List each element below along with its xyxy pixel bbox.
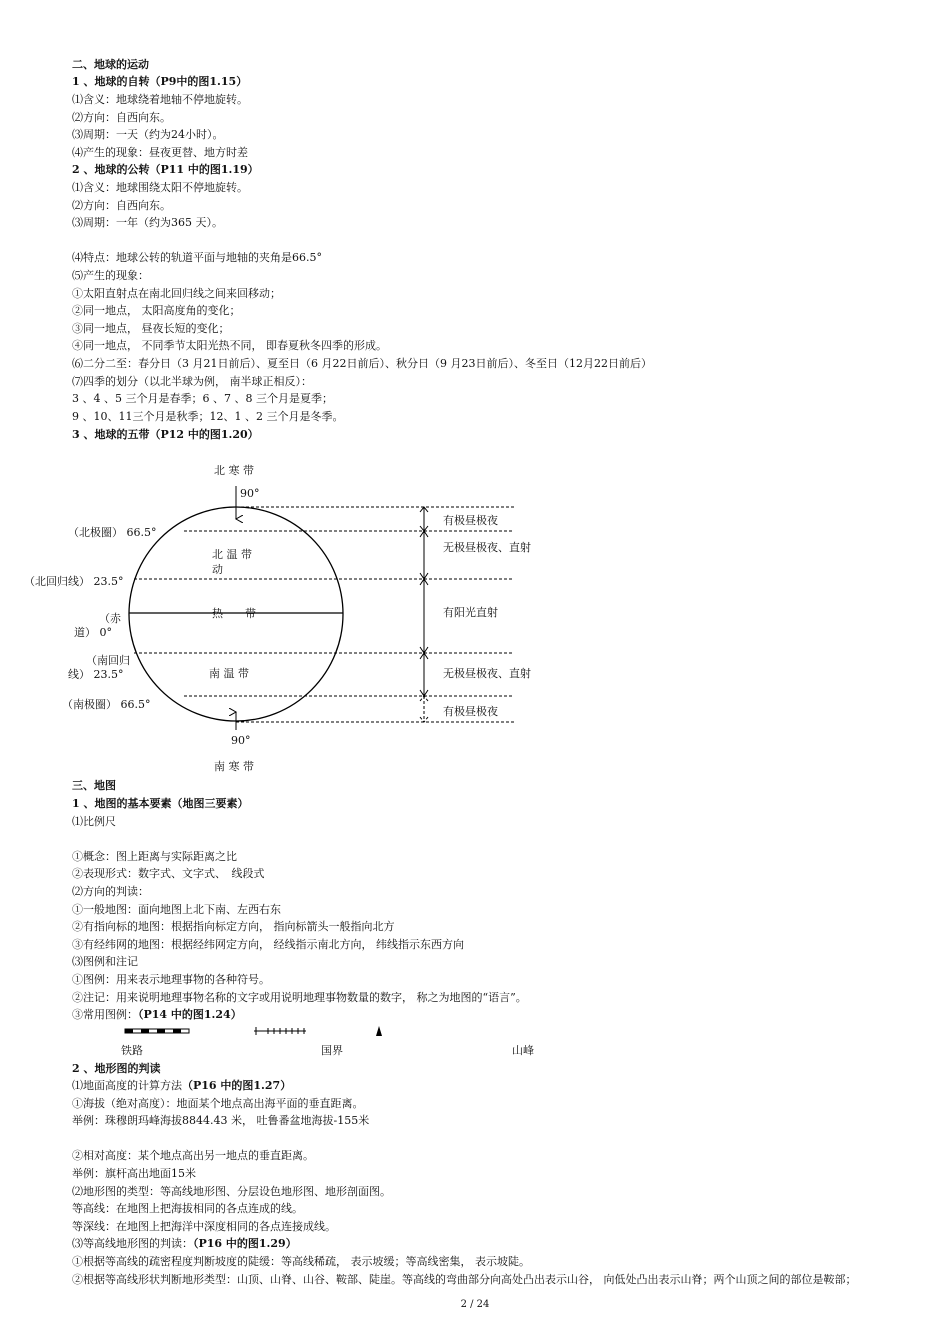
- map-line: ③有经纬网的地图：根据经纬网定方向， 经线指示南北方向， 纬线指示东西方向: [72, 938, 464, 951]
- terrain-line: 举例：旗杆高出地面15米: [72, 1167, 196, 1180]
- terrain-line: ⑵地形图的类型：等高线地形图、分层设色地形图、地形剖面图。: [72, 1185, 391, 1198]
- map-elements-title: 1 、地图的基本要素（地图三要素）: [72, 797, 249, 810]
- map-line: ②有指向标的地图：根据指向标定方向， 指向标箭头一般指向北方: [72, 920, 395, 933]
- equator-label-line2: 道） 0°: [74, 626, 112, 639]
- revolution-line: ⑺四季的划分（以北半球为例， 南半球正相反）：: [72, 375, 312, 388]
- revolution-line: ⑴含义：地球围绕太阳不停地旋转。: [72, 181, 248, 194]
- rotation-line: ⑵方向：自西向东。: [72, 111, 171, 124]
- terrain-line: ①海拔（绝对高度）：地面某个地点高出海平面的垂直距离。: [72, 1097, 364, 1110]
- revolution-line: ⑹二分二至：春分日（3 月21日前后）、夏至日（6 月22日前后）、秋分日（9 月23日前后）、冬至日（12月22日前后）: [72, 357, 652, 370]
- north-temperate-extra-text: 动: [212, 563, 223, 576]
- legend-railway-label: 铁路: [121, 1044, 143, 1057]
- map-line: ②表现形式：数字式、文字式、 线段式: [72, 867, 265, 880]
- north-temperate-zone-label: 北 温 带: [212, 548, 252, 561]
- map-line: ⑶图例和注记: [72, 955, 138, 968]
- elevation-method-ref: （P16 中的图1.27）: [182, 1079, 292, 1092]
- span-arrow-south-temperate: [420, 653, 428, 696]
- revolution-line: ④同一地点， 不同季节太阳光热不同， 即春夏秋冬四季的形成。: [72, 339, 387, 352]
- north-frigid-zone-label: 北 寒 带: [214, 464, 254, 477]
- legend-title-text: ③常用图例：: [72, 1008, 138, 1021]
- terrain-line: ②根据等高线形状判断地形类型：山顶、山脊、山谷、鞍部、陡崖。等高线的弯曲部分向高处凸出表示山谷， 向低处凸出表示山脊；两个山顶之间的部位是鞍部；: [72, 1273, 857, 1286]
- section-heading-map: 三、地图: [72, 779, 116, 792]
- revolution-title: 2 、地球的公转（P11 中的图1.19）: [72, 163, 259, 176]
- north-90-label: 90°: [240, 487, 260, 500]
- contour-heading-ref: （P16 中的图1.29）: [193, 1237, 297, 1250]
- tropic-capricorn-label-line2: 线） 23.5°: [68, 668, 124, 681]
- page-number: 2 / 24: [460, 1299, 490, 1310]
- south-temperate-zone-label: 南 温 带: [209, 667, 249, 680]
- tropic-cancer-label: （北回归线） 23.5°: [24, 575, 124, 588]
- revolution-line: ⑶周期：一年（约为365 天）。: [72, 216, 223, 229]
- border-symbol: [254, 1027, 306, 1035]
- revolution-line: ⑸产生的现象：: [72, 269, 149, 282]
- equator-label-line1: （赤: [99, 612, 121, 625]
- legend-title-ref: （P14 中的图1.24）: [138, 1008, 242, 1021]
- revolution-line: ②同一地点， 太阳高度角的变化；: [72, 304, 241, 317]
- map-line: ①概念：图上距离与实际距离之比: [72, 850, 237, 863]
- revolution-line: ⑵方向：自西向东。: [72, 199, 171, 212]
- elevation-method: [72, 1079, 291, 1093]
- terrain-line: ①根据等高线的疏密程度判断坡度的陡缓：等高线稀疏， 表示坡缓；等高线密集， 表示坡陡。: [72, 1255, 530, 1268]
- railway-symbol: [125, 1029, 189, 1033]
- section-heading-earth-motion: 二、地球的运动: [72, 58, 149, 71]
- feature-none-north: 无极昼极夜、直射: [443, 541, 531, 554]
- south-frigid-zone-label: 南 寒 带: [214, 760, 254, 773]
- terrain-title: 2 、地形图的判读: [72, 1062, 161, 1075]
- span-arrow-north-polar: [420, 507, 428, 531]
- revolution-line: ⑷特点：地球公转的轨道平面与地轴的夹角是66.5°: [72, 251, 322, 264]
- map-line: ①图例：用来表示地理事物的各种符号。: [72, 973, 270, 986]
- feature-none-south: 无极昼极夜、直射: [443, 667, 531, 680]
- zones-title: 3 、地球的五带（P12 中的图1.20）: [72, 428, 259, 441]
- terrain-line: 举例：珠穆朗玛峰海拔8844.43 米， 吐鲁番盆地海拔-155米: [72, 1114, 370, 1127]
- rotation-line: ⑴含义：地球绕着地轴不停地旋转。: [72, 93, 248, 106]
- span-arrow-south-polar: [420, 696, 428, 722]
- contour-heading-text: ⑶等高线地形图的判读：: [72, 1237, 193, 1250]
- map-line: ①一般地图：面向地图上北下南、左西右东: [72, 903, 281, 916]
- revolution-line: ①太阳直射点在南北回归线之间来回移动；: [72, 287, 281, 300]
- arctic-circle-label: （北极圈） 66.5°: [68, 526, 157, 539]
- feature-polar-north: 有极昼极夜: [443, 514, 498, 527]
- legend-symbols: [0, 1022, 950, 1042]
- span-arrow-north-temperate: [420, 531, 428, 579]
- feature-polar-south: 有极昼极夜: [443, 705, 498, 718]
- elevation-method-text: ⑴地面高度的计算方法: [72, 1079, 182, 1092]
- torrid-zone-label: 热 带: [212, 607, 256, 620]
- legend-border-label: 国界: [321, 1044, 343, 1057]
- legend-title: [72, 1008, 242, 1022]
- antarctic-circle-label: （南极圈） 66.5°: [62, 698, 151, 711]
- terrain-line: ②相对高度：某个地点高出另一地点的垂直距离。: [72, 1149, 314, 1162]
- scale-heading: ⑴比例尺: [72, 815, 116, 828]
- legend-peak-label: 山峰: [512, 1044, 534, 1057]
- rotation-title: 1 、地球的自转（P9中的图1.15）: [72, 75, 248, 88]
- map-line: ②注记：用来说明地理事物名称的文字或用说明地理事物数量的数字， 称之为地图的“语言”。: [72, 991, 527, 1004]
- feature-direct-sun: 有阳光直射: [443, 606, 498, 619]
- tropic-capricorn-label-line1: （南回归: [86, 654, 130, 667]
- contour-heading: [72, 1237, 297, 1251]
- revolution-line: ③同一地点， 昼夜长短的变化；: [72, 322, 230, 335]
- map-line: ⑵方向的判读：: [72, 885, 149, 898]
- mountain-peak-icon: [376, 1026, 382, 1036]
- span-arrow-torrid: [420, 579, 428, 653]
- terrain-line: 等深线：在地图上把海洋中深度相同的各点连接成线。: [72, 1220, 336, 1233]
- rotation-line: ⑶周期：一天（约为24小时）。: [72, 128, 224, 141]
- revolution-line: 3 、4 、5 三个月是春季；6 、7 、8 三个月是夏季；: [72, 392, 333, 405]
- south-90-label: 90°: [231, 734, 251, 747]
- terrain-line: 等高线：在地图上把海拔相同的各点连成的线。: [72, 1202, 303, 1215]
- revolution-line: 9 、10、11三个月是秋季；12、1 、2 三个月是冬季。: [72, 410, 344, 423]
- rotation-line: ⑷产生的现象：昼夜更替、地方时差: [72, 146, 248, 159]
